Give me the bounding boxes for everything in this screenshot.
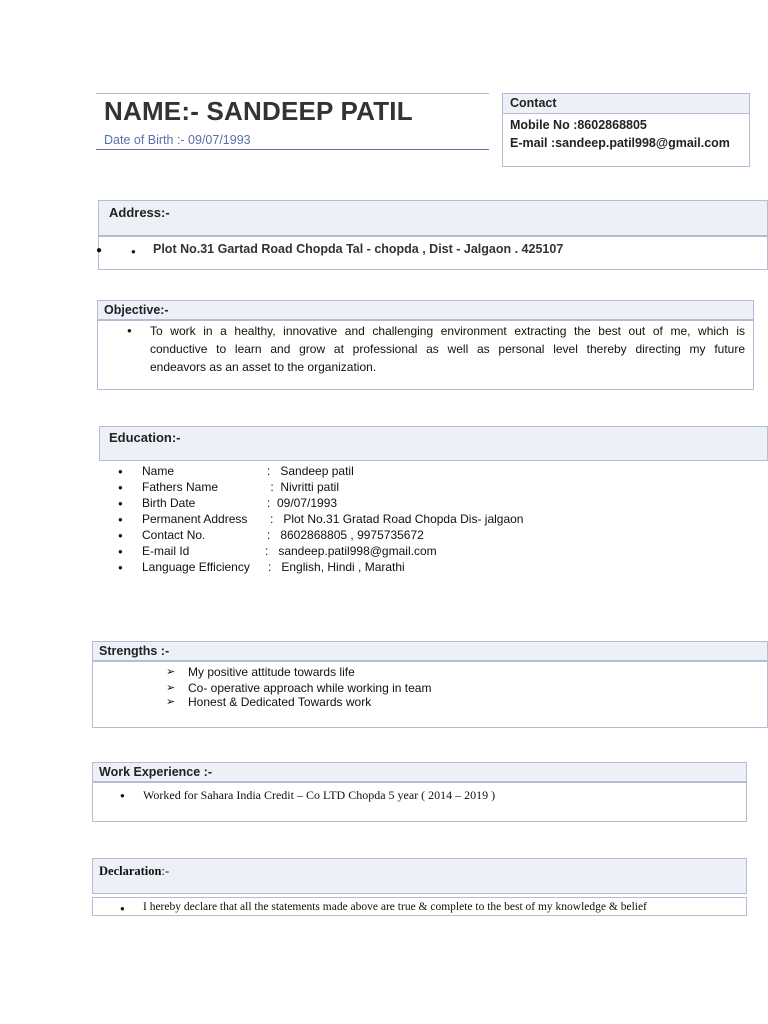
objective-header (97, 300, 754, 320)
work-title: Work Experience :- (99, 765, 213, 779)
bullet-icon: ● (120, 904, 125, 913)
work-text: Worked for Sahara India Credit – Co LTD Chopda 5 year ( 2014 – 2019 ) (143, 788, 496, 802)
bullet-icon: ● (118, 547, 123, 556)
address-text: Plot No.31 Gartad Road Chopda Tal - chopda , Dist - Jalgaon . 425107 (153, 242, 564, 256)
declaration-title: Declaration (99, 864, 162, 878)
candidate-name: NAME:- SANDEEP PATIL (104, 96, 413, 126)
education-value: : Nivritti patil (267, 480, 340, 494)
bullet-icon: ● (118, 531, 123, 540)
education-value: : English, Hindi , Marathi (268, 560, 405, 574)
bullet-icon: ● (131, 247, 136, 256)
bullet-icon: ● (118, 467, 123, 476)
bullet-icon: ● (118, 483, 123, 492)
strengths-header (92, 641, 768, 661)
bullet-icon: ● (127, 326, 132, 335)
bullet-icon: ● (118, 515, 123, 524)
strength-text: Honest & Dedicated Towards work (188, 695, 372, 709)
declaration-title-wrap (99, 864, 169, 879)
declaration-header (92, 858, 747, 894)
bullet-icon: ● (118, 499, 123, 508)
contact-title: Contact (510, 96, 557, 110)
arrow-bullet-icon: ➢ (166, 682, 176, 694)
strength-text: Co- operative approach while working in team (188, 681, 432, 695)
education-header (99, 426, 768, 461)
strength-text: My positive attitude towards life (188, 665, 355, 679)
education-label: E-mail Id (142, 544, 190, 558)
arrow-bullet-icon: ➢ (166, 666, 176, 678)
declaration-text: I hereby declare that all the statements made above are true & complete to the best of my knowledge & belief (143, 901, 647, 913)
address-header (98, 200, 768, 236)
education-label: Birth Date (142, 496, 196, 510)
bullet-icon: ● (118, 563, 123, 572)
bullet-icon: ● (96, 245, 103, 256)
strengths-title: Strengths :- (99, 644, 170, 658)
education-value: : Sandeep patil (267, 464, 354, 478)
bullet-icon: ● (120, 791, 125, 800)
education-value: : 8602868805 , 9975735672 (267, 528, 424, 542)
education-label: Name (142, 464, 175, 478)
education-label: Language Efficiency (142, 560, 250, 574)
address-title: Address:- (109, 205, 170, 220)
contact-mobile: Mobile No :8602868805 (510, 118, 647, 132)
objective-line: endeavors as an asset to the organization. (150, 360, 377, 374)
education-value: : 09/07/1993 (267, 496, 338, 510)
date-of-birth: Date of Birth :- 09/07/1993 (104, 133, 251, 147)
declaration-title-suffix: :- (161, 864, 170, 878)
education-label: Contact No. (142, 528, 206, 542)
name-bottom-rule (96, 149, 489, 150)
education-title: Education:- (109, 430, 181, 445)
objective-line: To work in a healthy, innovative and challenging environment extracting the best out of me, which is (150, 324, 745, 338)
arrow-bullet-icon: ➢ (166, 696, 176, 708)
contact-email: E-mail :sandeep.patil998@gmail.com (510, 136, 730, 150)
objective-line: conductive to learn and grow at professional as well as personal level thereby directing my future (150, 342, 745, 356)
education-label: Fathers Name (142, 480, 219, 494)
education-value: : Plot No.31 Gratad Road Chopda Dis- jalgaon (270, 512, 524, 526)
education-value: : sandeep.patil998@gmail.com (265, 544, 437, 558)
objective-title: Objective:- (104, 303, 169, 317)
name-top-rule (96, 93, 489, 94)
education-label: Permanent Address (142, 512, 248, 526)
